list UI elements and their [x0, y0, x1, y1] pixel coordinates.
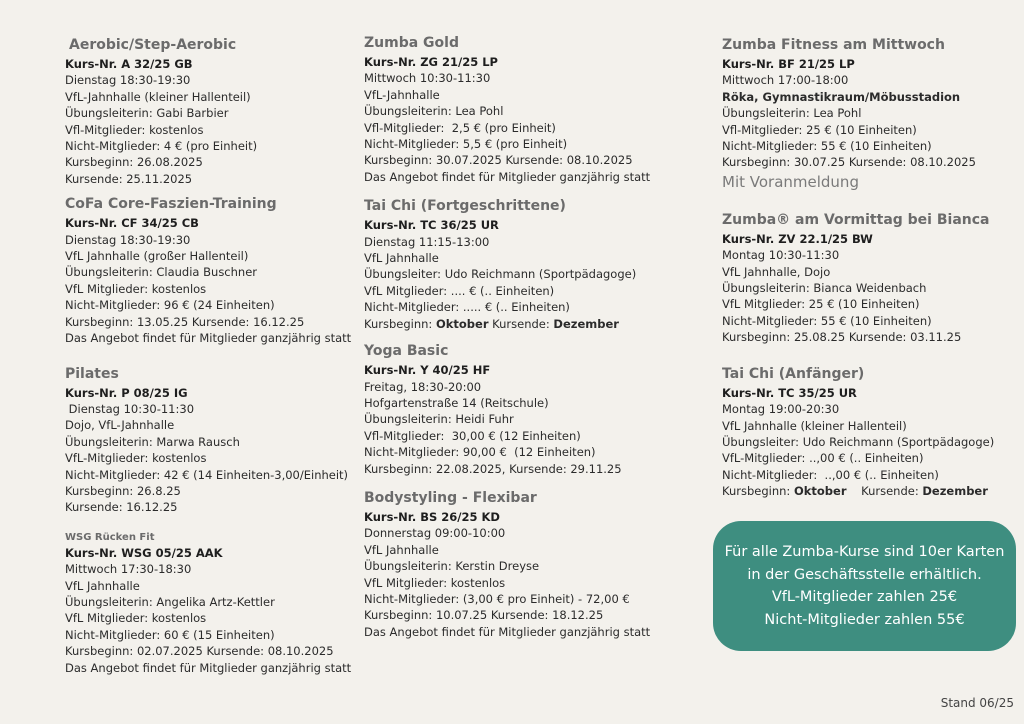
course-location: Hofgartenstraße 14 (Reitschule)	[364, 395, 549, 410]
course-member-price: VfL Mitglieder: kostenlos	[65, 281, 207, 296]
course-dates: Kursbeginn: 02.07.2025 Kursende: 08.10.2025	[65, 644, 334, 659]
end-label: Kursende:	[488, 316, 554, 331]
course-nonmember-price: Nicht-Mitglieder: 60 € (15 Einheiten)	[65, 627, 275, 642]
course-aerobic-details	[65, 56, 355, 187]
course-location: VfL Jahnhalle	[364, 251, 439, 266]
course-member-price: Vfl-Mitglieder: 25 € (10 Einheiten)	[722, 122, 917, 137]
course-member-price: VfL-Mitglieder: kostenlos	[65, 451, 207, 466]
course-instructor: Übungsleiterin: Marwa Rausch	[65, 434, 240, 449]
course-day: Montag 19:00-20:30	[722, 402, 840, 417]
course-taichi-advanced	[364, 197, 694, 332]
course-end: Kursende: 25.11.2025	[65, 171, 193, 186]
course-nonmember-price: Nicht-Mitglieder: ..... € (.. Einheiten)	[364, 300, 570, 315]
column-middle	[364, 34, 694, 640]
course-location: Röka, Gymnastikraum/Möbusstadion	[722, 89, 961, 104]
course-nonmember-price: Nicht-Mitglieder: 96 € (24 Einheiten)	[65, 298, 275, 313]
course-number: Kurs-Nr. TC 35/25 UR	[722, 385, 857, 400]
course-taichi-beginner	[722, 365, 1012, 500]
course-dates: Kursbeginn: 10.07.25 Kursende: 18.12.25	[364, 608, 604, 623]
end-label: Kursende:	[846, 484, 923, 499]
course-location: VfL Jahnhalle (großer Hallenteil)	[65, 249, 249, 264]
course-pilates	[65, 365, 355, 516]
course-day: Mittwoch 17:30-18:30	[65, 562, 192, 577]
course-wsg	[65, 530, 355, 676]
course-day: Freitag, 18:30-20:00	[364, 379, 482, 394]
banner-line: VfL-Mitglieder zahlen 25€	[771, 589, 958, 605]
course-member-price: Vfl-Mitglieder: 30,00 € (12 Einheiten)	[364, 428, 581, 443]
column-left	[65, 36, 355, 676]
course-note: Das Angebot findet für Mitglieder ganzjährig statt	[65, 331, 352, 346]
course-title: Zumba Fitness am Mittwoch	[722, 37, 945, 53]
course-title: CoFa Core-Faszien-Training	[65, 196, 277, 213]
course-dates	[722, 483, 1012, 499]
course-dates: Kursbeginn: 13.05.25 Kursende: 16.12.25	[65, 314, 305, 329]
course-member-price: VfL Mitglieder: kostenlos	[65, 611, 207, 626]
course-title: Yoga Basic	[364, 343, 449, 360]
course-day: Dienstag 18:30-19:30	[65, 73, 191, 88]
course-number: Kurs-Nr. BF 21/25 LP	[722, 57, 855, 71]
course-day: Dienstag 10:30-11:30	[65, 401, 195, 416]
course-instructor: Übungsleiterin: Heidi Fuhr	[364, 412, 514, 427]
course-instructor: Übungsleiterin: Claudia Buschner	[65, 265, 258, 280]
course-nonmember-price: Nicht-Mitglieder: 55 € (10 Einheiten)	[722, 139, 932, 154]
course-dates	[364, 316, 694, 332]
begin-month: Oktober	[793, 484, 847, 499]
course-title: WSG Rücken Fit	[65, 531, 155, 543]
course-note: Das Angebot findet für Mitglieder ganzjährig statt	[65, 660, 352, 675]
course-member-price: VfL Mitglieder: .... € (.. Einheiten)	[364, 283, 555, 298]
course-note: Das Angebot findet für Mitglieder ganzjährig statt	[364, 624, 651, 639]
course-instructor: Übungsleiterin: Gabi Barbier	[65, 106, 229, 121]
course-zumba-gold	[364, 34, 694, 185]
course-dates: Kursbeginn: 25.08.25 Kursende: 03.11.25	[722, 330, 962, 345]
course-dates: Kursbeginn: 30.07.2025 Kursende: 08.10.2025	[364, 153, 633, 168]
end-month: Dezember	[922, 484, 988, 499]
course-title: Aerobic/Step-Aerobic	[69, 37, 237, 53]
course-number: Kurs-Nr. Y 40/25 HF	[364, 363, 491, 378]
course-title: Tai Chi (Fortgeschrittene)	[364, 198, 566, 215]
registration-note: Mit Voranmeldung	[722, 172, 859, 191]
course-instructor: Übungsleiterin: Kerstin Dreyse	[364, 559, 540, 574]
course-number: Kurs-Nr. ZV 22.1/25 BW	[722, 231, 873, 246]
course-number: Kurs-Nr. WSG 05/25 AAK	[65, 545, 223, 560]
end-month: Dezember	[553, 316, 619, 331]
course-zumba-vormittag	[722, 211, 1012, 346]
banner-line: Für alle Zumba-Kurse sind 10er Karten	[724, 544, 1005, 560]
course-number: Kurs-Nr. ZG 21/25 LP	[364, 55, 498, 69]
course-day: Mittwoch 10:30-11:30	[364, 71, 491, 86]
course-nonmember-price: Nicht-Mitglieder: 5,5 € (pro Einheit)	[364, 137, 568, 152]
course-nonmember-price: Nicht-Mitglieder: ..,00 € (.. Einheiten)	[722, 467, 939, 482]
version-stamp: Stand 06/25	[940, 696, 1014, 710]
course-number: Kurs-Nr. CF 34/25 CB	[65, 216, 199, 231]
course-instructor: Übungsleiterin: Lea Pohl	[364, 104, 504, 119]
course-instructor: Übungsleiterin: Angelika Artz-Kettler	[65, 594, 275, 609]
course-location: VfL Jahnhalle (kleiner Hallenteil)	[722, 418, 907, 433]
course-nonmember-price: Nicht-Mitglieder: 42 € (14 Einheiten-3,00/Einheit)	[65, 467, 349, 482]
course-number: Kurs-Nr. A 32/25 GB	[65, 57, 193, 71]
banner-line: Nicht-Mitglieder zahlen 55€	[764, 611, 965, 628]
course-nonmember-price: Nicht-Mitglieder: 4 € (pro Einheit)	[65, 139, 258, 154]
banner-line: in der Geschäftsstelle erhältlich.	[747, 566, 982, 583]
course-start: Kursbeginn: 26.08.2025	[65, 155, 203, 170]
course-member-price: Vfl-Mitglieder: kostenlos	[65, 122, 204, 137]
course-end: Kursende: 16.12.25	[65, 500, 178, 515]
begin-label: Kursbeginn:	[364, 316, 436, 331]
course-location: VfL-Jahnhalle (kleiner Hallenteil)	[65, 89, 251, 104]
begin-label: Kursbeginn:	[722, 484, 794, 499]
course-dates: Kursbeginn: 22.08.2025, Kursende: 29.11.25	[364, 461, 622, 476]
course-member-price: VfL-Mitglieder: ..,00 € (.. Einheiten)	[722, 451, 924, 466]
course-title: Bodystyling - Flexibar	[364, 489, 537, 506]
column-right	[722, 36, 1012, 500]
course-nonmember-price: Nicht-Mitglieder: 55 € (10 Einheiten)	[722, 313, 932, 328]
course-member-price: Vfl-Mitglieder: 2,5 € (pro Einheit)	[364, 120, 556, 135]
course-instructor: Übungsleiterin: Bianca Weidenbach	[722, 281, 927, 296]
course-number: Kurs-Nr. P 08/25 IG	[65, 385, 188, 400]
course-instructor: Übungsleiter: Udo Reichmann (Sportpädagoge)	[364, 267, 637, 282]
course-zumba-fitness	[722, 36, 1012, 193]
course-location: VfL-Jahnhalle	[364, 87, 440, 102]
course-number: Kurs-Nr. BS 26/25 KD	[364, 509, 500, 524]
course-dates: Kursbeginn: 30.07.25 Kursende: 08.10.2025	[722, 155, 976, 170]
course-instructor: Übungsleiter: Udo Reichmann (Sportpädagoge)	[722, 434, 995, 449]
course-location: VfL Jahnhalle	[65, 578, 140, 593]
course-nonmember-price: Nicht-Mitglieder: (3,00 € pro Einheit) - 72,00 €	[364, 591, 630, 606]
course-location: VfL Jahnhalle, Dojo	[722, 264, 831, 279]
zumba-card-banner	[713, 521, 1016, 651]
course-member-price: VfL Mitglieder: 25 € (10 Einheiten)	[722, 297, 920, 312]
course-bodystyling	[364, 489, 694, 640]
course-location: Dojo, VfL-Jahnhalle	[65, 418, 175, 433]
course-day: Dienstag 11:15-13:00	[364, 234, 490, 249]
course-location: VfL Jahnhalle	[364, 542, 439, 557]
course-nonmember-price: Nicht-Mitglieder: 90,00 € (12 Einheiten)	[364, 445, 596, 460]
course-yoga	[364, 342, 694, 477]
course-note: Das Angebot findet für Mitglieder ganzjährig statt	[364, 169, 651, 184]
course-day: Dienstag 18:30-19:30	[65, 232, 191, 247]
course-title: Pilates	[65, 365, 119, 382]
course-title: Zumba® am Vormittag bei Bianca	[722, 211, 990, 228]
course-instructor: Übungsleiterin: Lea Pohl	[722, 106, 862, 121]
course-aerobic	[69, 36, 355, 55]
begin-month: Oktober	[435, 316, 489, 331]
course-cofa	[65, 195, 355, 346]
course-title: Zumba Gold	[364, 35, 459, 51]
course-member-price: VfL Mitglieder: kostenlos	[364, 575, 506, 590]
course-number: Kurs-Nr. TC 36/25 UR	[364, 218, 499, 233]
course-day: Mittwoch 17:00-18:00	[722, 73, 849, 88]
course-day: Montag 10:30-11:30	[722, 248, 840, 263]
course-start: Kursbeginn: 26.8.25	[65, 483, 181, 498]
course-day: Donnerstag 09:00-10:00	[364, 526, 506, 541]
course-title: Tai Chi (Anfänger)	[722, 365, 865, 382]
